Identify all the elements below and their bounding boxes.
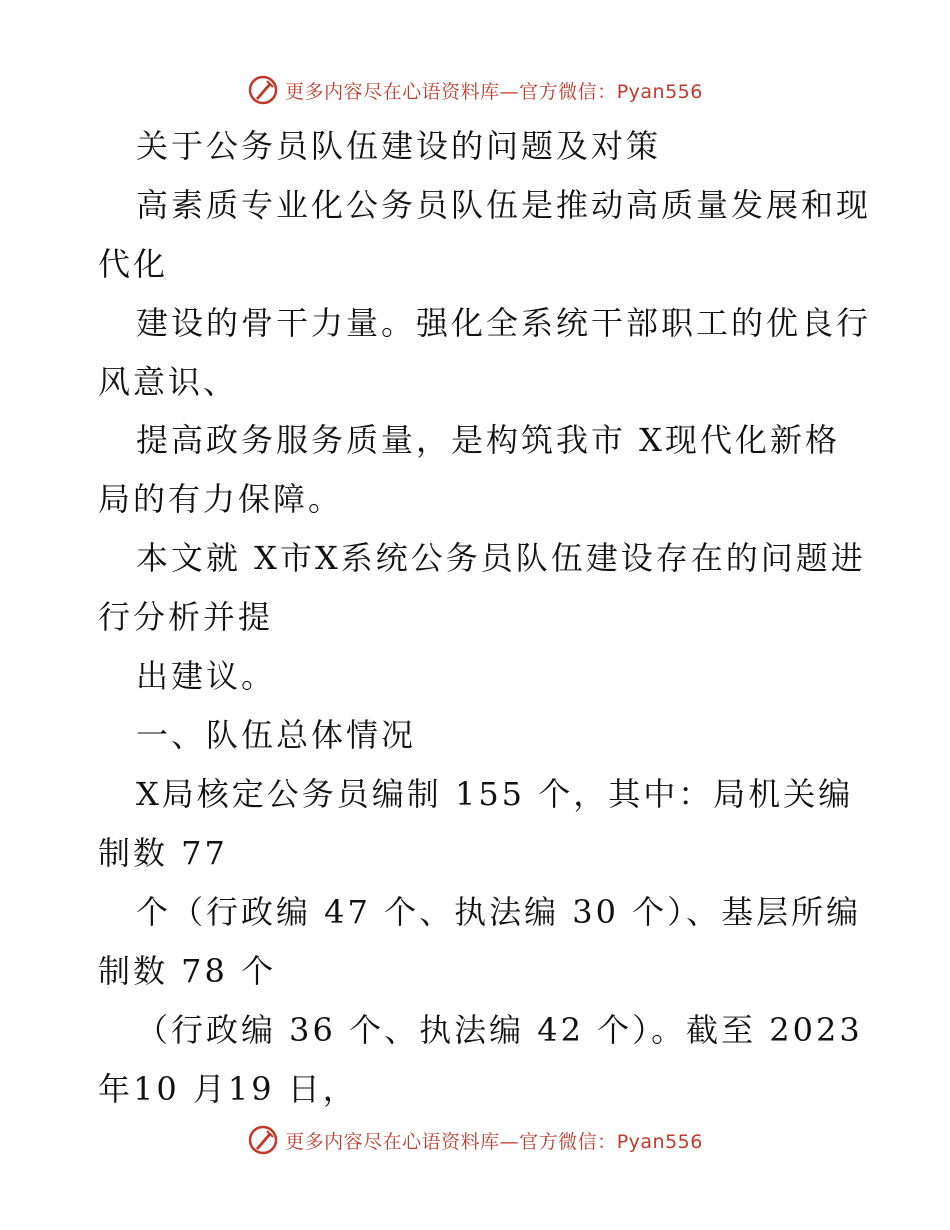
paragraph-line: 年10 月19 日，	[98, 1070, 358, 1108]
watermark-wechat-id: Pyan556	[616, 1130, 703, 1153]
paragraph-line: X局核定公务员编制 155 个，其中：局机关编	[136, 775, 854, 813]
watermark-wechat-label: 官方微信：	[519, 80, 617, 103]
quill-pen-logo-icon	[247, 74, 279, 106]
watermark-dash: —	[499, 80, 520, 103]
paragraph-line: 制数 77	[98, 834, 228, 872]
paragraph-line: 本文就 X市X系统公务员队伍建设存在的问题进	[136, 539, 866, 577]
paragraph-line: 风意识、	[98, 363, 239, 401]
watermark-text	[285, 77, 703, 104]
footer-watermark-banner	[0, 1120, 950, 1160]
watermark-dash: —	[499, 1130, 520, 1153]
watermark-wechat-label: 官方微信：	[519, 1130, 617, 1153]
paragraph-line: 建设的骨干力量。强化全系统干部职工的优良行	[136, 304, 872, 342]
watermark-text	[285, 1127, 703, 1154]
paragraph-line: 行分析并提	[98, 598, 274, 636]
paragraph-line: 局的有力保障。	[98, 480, 344, 518]
paragraph-line: 出建议。	[136, 657, 277, 695]
header-watermark-banner	[0, 70, 950, 110]
watermark-main-text: 更多内容尽在心语资料库	[285, 80, 500, 103]
section-heading: 一、队伍总体情况	[136, 716, 417, 754]
paragraph-line: 代化	[98, 245, 169, 283]
paragraph-line: 高素质专业化公务员队伍是推动高质量发展和现	[136, 186, 872, 224]
watermark-wechat-id: Pyan556	[616, 80, 703, 103]
paragraph-line: 提高政务服务质量，是构筑我市 X现代化新格	[136, 421, 840, 459]
paragraph-line: 制数 78 个	[98, 952, 277, 990]
watermark-main-text: 更多内容尽在心语资料库	[285, 1130, 500, 1153]
document-title: 关于公务员队伍建设的问题及对策	[136, 127, 662, 165]
paragraph-line: 个（行政编 47 个、执法编 30 个）、基层所编	[136, 893, 862, 931]
quill-pen-logo-icon	[247, 1124, 279, 1156]
paragraph-line: （行政编 36 个、执法编 42 个）。截至 2023	[136, 1011, 863, 1049]
